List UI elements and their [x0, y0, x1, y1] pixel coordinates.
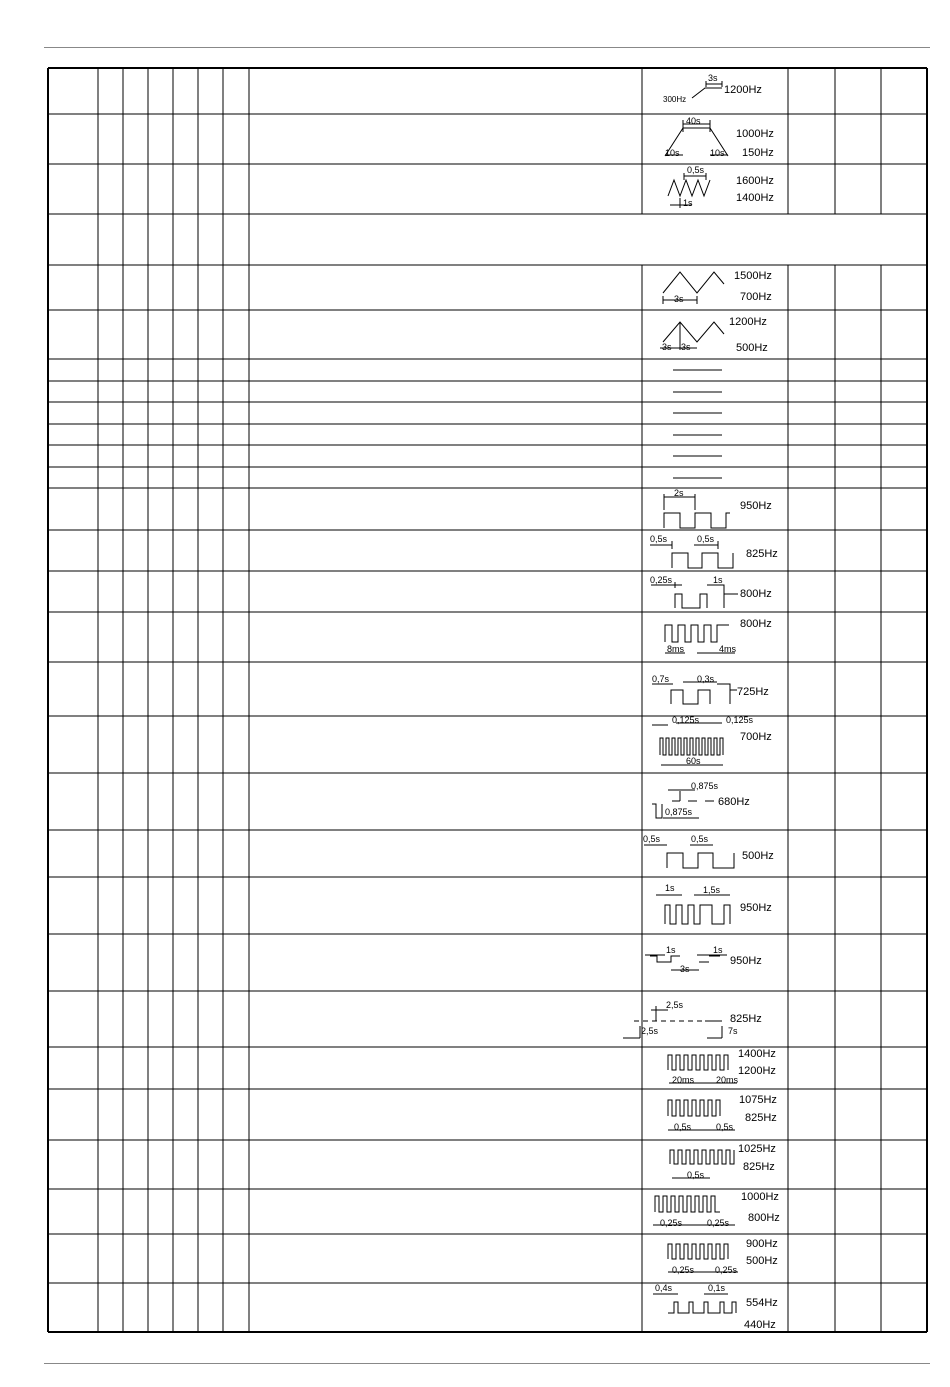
- label-800hz: 800Hz: [740, 588, 772, 600]
- label-500hz: 500Hz: [742, 850, 774, 862]
- tone-diagram-3: [668, 165, 774, 208]
- label-025s: 0,25s: [650, 575, 673, 585]
- label-500hz: 500Hz: [746, 1255, 778, 1267]
- label-05s-a: 0,5s: [650, 534, 668, 544]
- tone-diagram-22: [645, 945, 762, 974]
- label-825hz: 825Hz: [730, 1013, 762, 1025]
- label-07s: 0,7s: [652, 674, 670, 684]
- label-500hz: 500Hz: [736, 342, 768, 354]
- label-825hz: 825Hz: [743, 1161, 775, 1173]
- label-025s-b: 0,25s: [715, 1265, 738, 1275]
- label-3s: 3s: [680, 964, 690, 974]
- label-825hz: 825Hz: [745, 1112, 777, 1124]
- label-1025hz: 1025Hz: [738, 1143, 776, 1155]
- label-40s: 40s: [686, 116, 701, 126]
- label-7s: 7s: [728, 1026, 738, 1036]
- label-2s: 2s: [674, 488, 684, 498]
- label-025s-a: 0,25s: [660, 1218, 683, 1228]
- label-8ms: 8ms: [667, 644, 685, 654]
- label-800hz: 800Hz: [748, 1212, 780, 1224]
- label-700hz: 700Hz: [740, 291, 772, 303]
- label-25s-a: 2,5s: [666, 1000, 684, 1010]
- label-4ms: 4ms: [719, 644, 737, 654]
- label-1400hz: 1400Hz: [736, 192, 774, 204]
- label-0125s-a: 0,125s: [672, 715, 700, 725]
- label-1s: 1s: [665, 883, 675, 893]
- label-1400hz: 1400Hz: [738, 1048, 776, 1060]
- label-825hz: 825Hz: [746, 548, 778, 560]
- tone-diagram-28: [668, 1238, 778, 1275]
- tone-diagram-27: [653, 1191, 780, 1228]
- label-1200hz: 1200Hz: [724, 84, 762, 96]
- label-15s: 1,5s: [703, 885, 721, 895]
- label-900hz: 900Hz: [746, 1238, 778, 1250]
- label-1s: 1s: [713, 575, 723, 585]
- label-680hz: 680Hz: [718, 796, 750, 808]
- tone-diagram-15: [650, 575, 772, 608]
- label-025s-b: 0,25s: [707, 1218, 730, 1228]
- label-1600hz: 1600Hz: [736, 175, 774, 187]
- tone-diagram-13: [664, 488, 772, 528]
- tone-diagram-18: [652, 715, 772, 766]
- label-440hz: 440Hz: [744, 1319, 776, 1331]
- label-725hz: 725Hz: [737, 686, 769, 698]
- label-1075hz: 1075Hz: [739, 1094, 777, 1106]
- tone-diagram-26: [670, 1143, 776, 1180]
- tone-diagram-2: [665, 116, 774, 159]
- tone-diagrams: [623, 73, 780, 1331]
- label-05s-a: 0,5s: [674, 1122, 692, 1132]
- tone-diagram-23: [623, 1000, 762, 1038]
- tone-diagram-5: [663, 270, 772, 304]
- tone-diagram-29: [653, 1283, 778, 1331]
- label-1000hz: 1000Hz: [741, 1191, 779, 1203]
- label-3s-b: 3s: [681, 342, 691, 352]
- tone-diagram-1: [663, 73, 762, 104]
- tone-diagram-16: [665, 618, 772, 654]
- label-0125s-b: 0,125s: [726, 715, 754, 725]
- label-03s: 0,3s: [697, 674, 715, 684]
- label-1200hz: 1200Hz: [729, 316, 767, 328]
- tone-diagram-25: [668, 1094, 777, 1132]
- label-300hz: 300Hz: [663, 95, 687, 104]
- label-800hz: 800Hz: [740, 618, 772, 630]
- label-700hz: 700Hz: [740, 731, 772, 743]
- label-1200hz: 1200Hz: [738, 1065, 776, 1077]
- label-0875s-b: 0,875s: [665, 807, 693, 817]
- label-10s-b: 10s: [710, 148, 725, 158]
- label-05s: 0,5s: [687, 1170, 705, 1180]
- label-1500hz: 1500Hz: [734, 270, 772, 282]
- label-05s-a: 0,5s: [643, 834, 661, 844]
- table-grid: [48, 68, 927, 1332]
- label-60s: 60s: [686, 756, 701, 766]
- label-1s-b: 1s: [713, 945, 723, 955]
- label-05s-b: 0,5s: [691, 834, 709, 844]
- label-25s-b: 2,5s: [641, 1026, 659, 1036]
- label-025s-a: 0,25s: [672, 1265, 695, 1275]
- tone-diagram-14: [650, 534, 778, 568]
- label-04s: 0,4s: [655, 1283, 673, 1293]
- label-554hz: 554Hz: [746, 1297, 778, 1309]
- label-150hz: 150Hz: [742, 147, 774, 159]
- label-10s-a: 10s: [665, 148, 680, 158]
- label-20ms-b: 20ms: [716, 1075, 739, 1085]
- label-05s-b: 0,5s: [697, 534, 715, 544]
- tone-diagram-21: [656, 883, 772, 924]
- label-950hz: 950Hz: [740, 902, 772, 914]
- tone-diagram-6: [660, 316, 768, 354]
- label-3s-a: 3s: [662, 342, 672, 352]
- label-0875s-a: 0,875s: [691, 781, 719, 791]
- label-01s: 0,1s: [708, 1283, 726, 1293]
- label-20ms-a: 20ms: [672, 1075, 695, 1085]
- tone-diagram-17: [652, 674, 769, 704]
- label-05s: 0,5s: [687, 165, 705, 175]
- label-05s-b: 0,5s: [716, 1122, 734, 1132]
- tone-diagram-24: [668, 1048, 776, 1085]
- label-1000hz: 1000Hz: [736, 128, 774, 140]
- tone-diagram-19: [652, 781, 750, 818]
- label-1s-a: 1s: [666, 945, 676, 955]
- label-3s: 3s: [708, 73, 718, 83]
- label-3s: 3s: [674, 294, 684, 304]
- label-1s: 1s: [683, 198, 693, 208]
- label-950hz: 950Hz: [730, 955, 762, 967]
- tone-diagram-20: [643, 834, 774, 868]
- label-950hz: 950Hz: [740, 500, 772, 512]
